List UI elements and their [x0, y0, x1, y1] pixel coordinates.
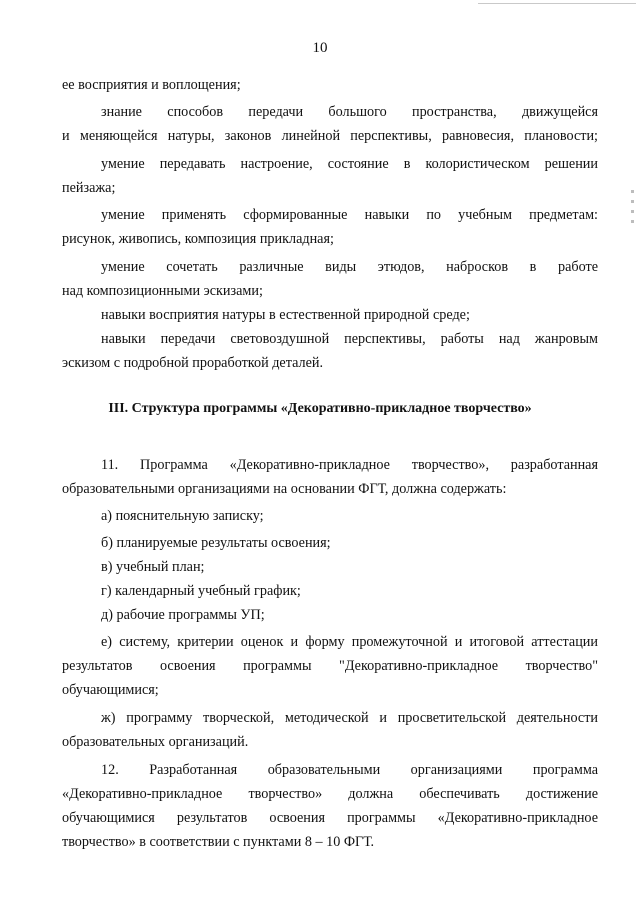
- text-line: пейзажа;: [62, 180, 116, 196]
- text-line: рисунок, живопись, композиция прикладная;: [62, 231, 334, 247]
- text-line: результатов освоения программы "Декоративно-прикладное творчество": [62, 658, 598, 674]
- list-item: д) рабочие программы УП;: [101, 607, 265, 623]
- page-number: 10: [312, 40, 328, 56]
- text-line: творчество» в соответствии с пунктами 8 – 10 ФГТ.: [62, 834, 375, 850]
- list-item: б) планируемые результаты освоения;: [101, 535, 331, 551]
- list-item: в) учебный план;: [101, 559, 205, 575]
- text-line: «Декоративно-прикладное творчество» должна обеспечивать достижение: [62, 786, 598, 802]
- list-item: е) систему, критерии оценок и форму промежуточной и итоговой аттестации: [101, 634, 598, 650]
- text-line: знание способов передачи большого пространства, движущейся: [101, 104, 598, 120]
- scan-edge-line: [478, 3, 636, 4]
- scan-edge-marks: [631, 190, 637, 240]
- text-line: обучающимися результатов освоения программы «Декоративно-прикладное: [62, 810, 598, 826]
- list-item: г) календарный учебный график;: [101, 583, 301, 599]
- text-line: эскизом с подробной проработкой деталей.: [62, 355, 324, 371]
- text-line: умение применять сформированные навыки по учебным предметам:: [101, 207, 598, 223]
- text-line: умение сочетать различные виды этюдов, набросков в работе: [101, 259, 598, 275]
- text-line: 11. Программа «Декоративно-прикладное творчество», разработанная: [101, 457, 598, 473]
- text-line: обучающимися;: [62, 682, 159, 698]
- text-line: навыки передачи световоздушной перспективы, работы над жанровым: [101, 331, 598, 347]
- text-line: ее восприятия и воплощения;: [62, 77, 241, 93]
- text-line: 12. Разработанная образовательными организациями программа: [101, 762, 598, 778]
- text-line: образовательными организациями на основании ФГТ, должна содержать:: [62, 481, 507, 497]
- text-line: навыки восприятия натуры в естественной природной среде;: [101, 307, 470, 323]
- section-heading: III. Структура программы «Декоративно-прикладное творчество»: [108, 401, 532, 416]
- text-line: и меняющейся натуры, законов линейной перспективы, равновесия, плановости;: [62, 128, 598, 144]
- text-line: над композиционными эскизами;: [62, 283, 263, 299]
- text-line: умение передавать настроение, состояние в колористическом решении: [101, 156, 598, 172]
- text-line: образовательных организаций.: [62, 734, 249, 750]
- list-item: ж) программу творческой, методической и просветительской деятельности: [101, 710, 598, 726]
- list-item: а) пояснительную записку;: [101, 508, 264, 524]
